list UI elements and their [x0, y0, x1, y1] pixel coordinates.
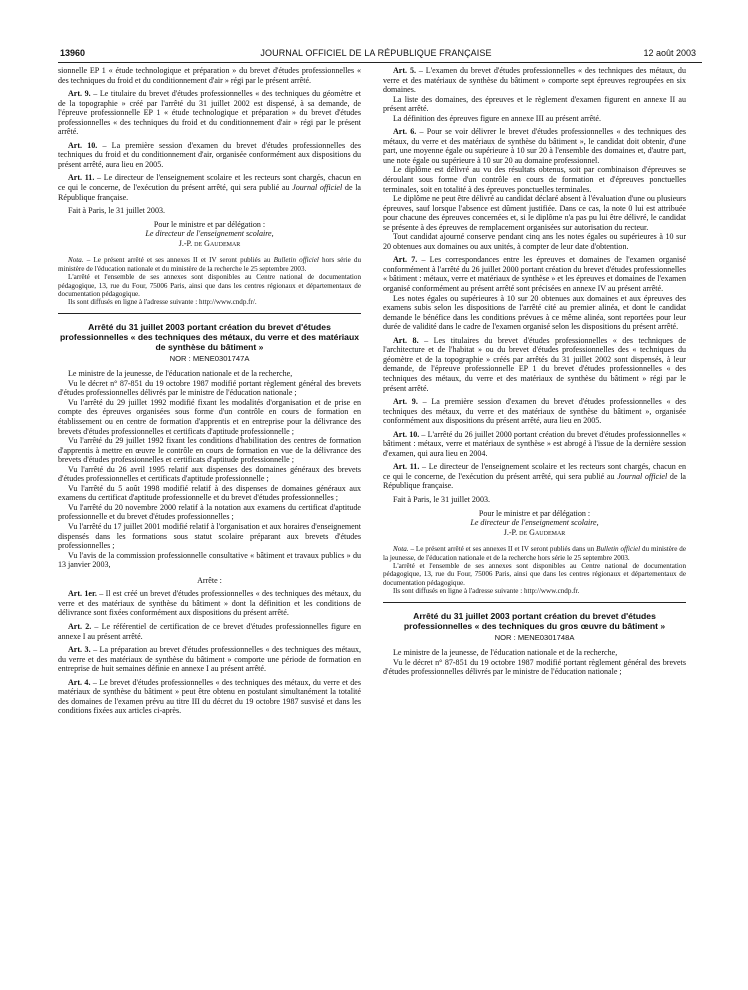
visa-7: Vu l'arrêté du 17 juillet 2001 modifié relatif à l'organisation et aux horaires d'enseignement dispensés dans les formations sous statut scolaire préparant aux brevets d'études professionnelles ;	[58, 522, 361, 551]
signature-line-2: Le directeur de l'enseignement scolaire,	[145, 229, 274, 239]
nota-online: Ils sont diffusés en ligne à l'adresse suivante : http://www.cndp.fr/.	[68, 298, 257, 307]
article-7: Art. 7. – Les correspondances entre les épreuves et domaines de l'examen organisé conformément à l'arrêté du 26 juillet 2000 portant création du brevet d'études professionnelles « bâtiment : métaux, verre et matériaux de synthèse » et les épreuves et domaines de l'examen organisé conformément au présent arrêté sont précisées en annexe IV au présent arrêté.	[383, 255, 687, 294]
fait-a-paris: Fait à Paris, le 31 juillet 2003.	[68, 206, 165, 216]
page-header	[50, 46, 702, 62]
minister-intro: Le ministre de la jeunesse, de l'éducation nationale et de la recherche,	[68, 369, 293, 379]
continued-text: sionnelle EP 1 « étude technologique et préparation » du brevet d'études professionnelles « des techniques du froid et du conditionnement d'air » régi par le présent arrêté.	[58, 66, 361, 85]
visa-1: Vu le décret n° 87-851 du 19 octobre 1987 modifié portant règlement général des brevets d'études professionnelles délivrés par le ministre de l'éducation nationale ;	[58, 378, 361, 398]
section-divider	[58, 313, 361, 314]
nota: Nota. – Le présent arrêté et ses annexes II et IV seront publiés dans un Bulletin officiel du ministère de la jeunesse, de l'éducation nationale et de la recherche hors série le 25 septembre 2003.	[383, 545, 686, 562]
article-11: Art. 11. – Le directeur de l'enseignement scolaire et les recteurs sont chargés, chacun en ce qui le concerne, de l'exécution du présent arrêté, qui sera publié au Journal officiel de la République française.	[383, 462, 687, 491]
article-6-p2: Le diplôme est délivré au vu des résultats obtenus, soit par combinaison d'épreuves se déroulant sous forme d'un contrôle en cours de formation et d'épreuves ponctuelles terminales, soit en totalité à des épreuves ponctuelles terminales.	[383, 165, 686, 194]
nota: Nota. – Le présent arrêté et ses annexes II et IV seront publiés au Bulletin officiel hors série du ministère de l'éducation nationale et du ministère de la recherche le 25 septembre 2003.	[58, 256, 361, 273]
signature-line-1: Pour le ministre et par délégation :	[153, 219, 266, 229]
visa-5: Vu l'arrêté du 5 août 1998 modifié relatif à des dispenses de domaines généraux aux examens du certificat d'aptitude professionnelle et du brevet d'études professionnelles ;	[58, 483, 361, 503]
section-divider	[383, 602, 686, 603]
visa-1: Vu le décret n° 87-851 du 19 octobre 1987 modifié portant règlement général des brevets d'études professionnelles délivrés par le ministre de l'éducation nationale ;	[383, 657, 686, 677]
article-6: Art. 6. – Pour se voir délivrer le brevet d'études professionnelles « des techniques des métaux, du verre et des matériaux de synthèse du bâtiment », le candidat doit obtenir, d'une part, une moyenne égale ou supérieure à 10 sur 20 à l'ensemble des domaines et, d'autre part, une note égale ou supérieure à 10 sur 20 au domaine professionnel.	[383, 127, 686, 165]
journal-title: JOURNAL OFFICIEL DE LA RÉPUBLIQUE FRANÇAISE	[260, 48, 492, 58]
header-rule	[58, 62, 702, 63]
article-5-p3: La définition des épreuves figure en annexe III au présent arrêté.	[393, 113, 602, 123]
article-1: Art. 1er. – Il est créé un brevet d'études professionnelles « des techniques des métaux, du verre et des matériaux de synthèse du bâtiment » dont la définition et les conditions de délivrance sont fixées conformément aux dispositions du présent arrêté.	[58, 589, 361, 618]
article-6-p3: Le diplôme ne peut être délivré au candidat déclaré absent à l'évaluation d'une ou plusieurs épreuves, sauf lorsque l'absence est dûment justifiée. Dans ce cas, la note 0 lui est attribuée pour chacune des épreuves concernées et, si le diplôme n'a pas pu lui être délivré, le candidat se présente à des épreuves de remplacement organisées sur autorisation du recteur.	[383, 194, 686, 232]
article-9: Art. 9. – Le titulaire du brevet d'études professionnelles « des techniques du géomètre et de la topographie » créé par l'arrêté du 31 juillet 2002 est dispensé, à sa demande, de l'épreuve professionnelle EP 1 « étude technologique et préparation » du brevet d'études professionnelles « des techniques du froid et du conditionnement d'air » régi par le présent arrêté.	[58, 89, 361, 137]
arrete-heading: Arrête :	[197, 575, 222, 585]
article-9: Art. 9. – La première session d'examen du brevet d'études professionnelles « des techniques des métaux, du verre et des matériaux de synthèse du bâtiment », organisée conformément aux dispositions du présent arrêté, aura lieu en 2005.	[383, 397, 686, 426]
article-6-p4: Tout candidat ajourné conserve pendant cinq ans les notes égales ou supérieures à 10 sur 20 obtenues aux domaines ou aux unités, à compter de leur date d'obtention.	[383, 232, 686, 251]
signature-line-2: Le directeur de l'enseignement scolaire,	[470, 518, 599, 528]
visa-2: Vu l'arrêté du 29 juillet 1992 modifié fixant les modalités d'organisation et de prise en compte des épreuves organisées sous forme d'un contrôle en cours de formation en établissement ou en centre de formation d'apprentis et en entreprise pour la délivrance des brevets d'études professionnelles et certificats d'aptitude professionnelle ;	[58, 397, 361, 436]
visa-8: Vu l'avis de la commission professionnelle consultative « bâtiment et travaux publics » du 13 janvier 2003,	[58, 550, 361, 570]
fait-a-paris: Fait à Paris, le 31 juillet 2003.	[393, 494, 490, 504]
nor-reference: NOR : MENE0301747A	[169, 353, 250, 363]
article-3: Art. 3. – La préparation au brevet d'études professionnelles « des techniques des métaux, du verre et des matériaux de synthèse du bâtiment » comporte une période de formation en entreprise de huit semaines définie en annexe I au présent arrêté.	[58, 645, 362, 674]
article-10: Art. 10. – L'arrêté du 26 juillet 2000 portant création du brevet d'études professionnelles « bâtiment : métaux, verre et matériaux de synthèse » est abrogé à l'issue de la dernière session d'examen, qui aura lieu en 2004.	[383, 429, 686, 458]
minister-intro: Le ministre de la jeunesse, de l'éducation nationale et de la recherche,	[393, 648, 618, 658]
right-column	[383, 66, 686, 677]
decree-title: Arrêté du 31 juillet 2003 portant création du brevet d'études professionnelles « des techniques du gros œuvre du bâtiment »	[403, 610, 666, 631]
nor-reference: NOR : MENE0301748A	[494, 632, 575, 642]
article-5-p2: La liste des domaines, des épreuves et le règlement d'examen figurent en annexe II au présent arrêté.	[383, 94, 686, 114]
left-column	[58, 66, 361, 716]
visa-3: Vu l'arrêté du 29 juillet 1992 fixant les conditions d'habilitation des centres de formation d'apprentis à mettre en œuvre le contrôle en cours de formation en vue de la délivrance des brevets d'études professionnelles et certificats d'aptitude professionnelle ;	[58, 436, 361, 465]
article-7-p2: Les notes égales ou supérieures à 10 sur 20 obtenues aux domaines et aux épreuves des examens subis selon les dispositions de l'arrêté cité au premier alinéa, et dont le candidat demande le bénéfice dans les conditions prévues à ce même alinéa, sont reportées pour leur durée de validité dans le cadre de l'examen organisé selon les dispositions du présent arrêté.	[383, 293, 686, 332]
article-5: Art. 5. – L'examen du brevet d'études professionnelles « des techniques des métaux, du verre et des matériaux de synthèse du bâtiment » comporte sept épreuves regroupées en six domaines.	[383, 66, 686, 95]
visa-4: Vu l'arrêté du 26 avril 1995 relatif aux dispenses des domaines généraux des brevets d'études professionnelles et certificats d'aptitude professionnelle ;	[58, 464, 361, 484]
article-8: Art. 8. – Les titulaires du brevet d'études professionnelles « des techniques de l'architecture et de l'habitat » ou du brevet d'études professionnelles des « techniques du géomètre et de la topographie » créés par arrêtés du 31 juillet 2002 sont dispensés, à leur demande, de l'épreuve professionnelle EP 1 du brevet d'études professionnelles « des techniques des métaux, du verre et des matériaux de synthèse du bâtiment » régi par le présent arrêté.	[383, 335, 686, 393]
signature-line-1: Pour le ministre et par délégation :	[478, 508, 591, 518]
page-number: 13960	[60, 48, 86, 58]
article-4: Art. 4. – Le brevet d'études professionnelles « des techniques des métaux, du verre et des matériaux de synthèse du bâtiment » peut être obtenu en postulant simultanément la totalité des domaines de l'examen prévu au titre III du décret du 19 octobre 1987 susvisé et dans les conditions fixées aux articles ci-après.	[58, 677, 362, 716]
signature-name: J.-P. de Gaudemar	[178, 238, 241, 248]
issue-date: 12 août 2003	[643, 48, 696, 58]
visa-6: Vu l'arrêté du 20 novembre 2000 relatif à la notation aux examens du certificat d'aptitude professionnelle et du brevet d'études professionnelles ;	[58, 502, 361, 522]
nota-availability: L'arrêté et l'ensemble de ses annexes sont disponibles au Centre national de documentation pédagogique, 13, rue du Four, 75006 Paris, ainsi que dans les centres régionaux et départementaux de documentation pédagogique.	[58, 273, 361, 298]
article-11: Art. 11. – Le directeur de l'enseignement scolaire et les recteurs sont chargés, chacun en ce qui le concerne, de l'exécution du présent arrêté, qui sera publié au Journal officiel de la République française.	[58, 173, 362, 202]
article-10: Art. 10. – La première session d'examen du brevet d'études professionnelles des techniques du froid et du conditionnement d'air, organisée conformément aux dispositions du présent arrêté, aura lieu en 2005.	[58, 140, 361, 169]
article-2: Art. 2. – Le référentiel de certification de ce brevet d'études professionnelles figure en annexe I au présent arrêté.	[58, 621, 362, 641]
decree-title: Arrêté du 31 juillet 2003 portant création du brevet d'études professionnelles « des techniques des métaux, du verre et des matériaux de synthèse du bâtiment »	[60, 321, 359, 352]
nota-availability: L'arrêté et l'ensemble de ses annexes sont disponibles au Centre national de documentation pédagogique, 13, rue du Four, 75006 Paris, ainsi que dans les centres régionaux et départementaux de documentation pédagogique.	[383, 561, 686, 587]
signature-name: J.-P. de Gaudemar	[503, 527, 566, 537]
nota-online: Ils sont diffusés en ligne à l'adresse suivante : http://www.cndp.fr.	[393, 587, 580, 596]
